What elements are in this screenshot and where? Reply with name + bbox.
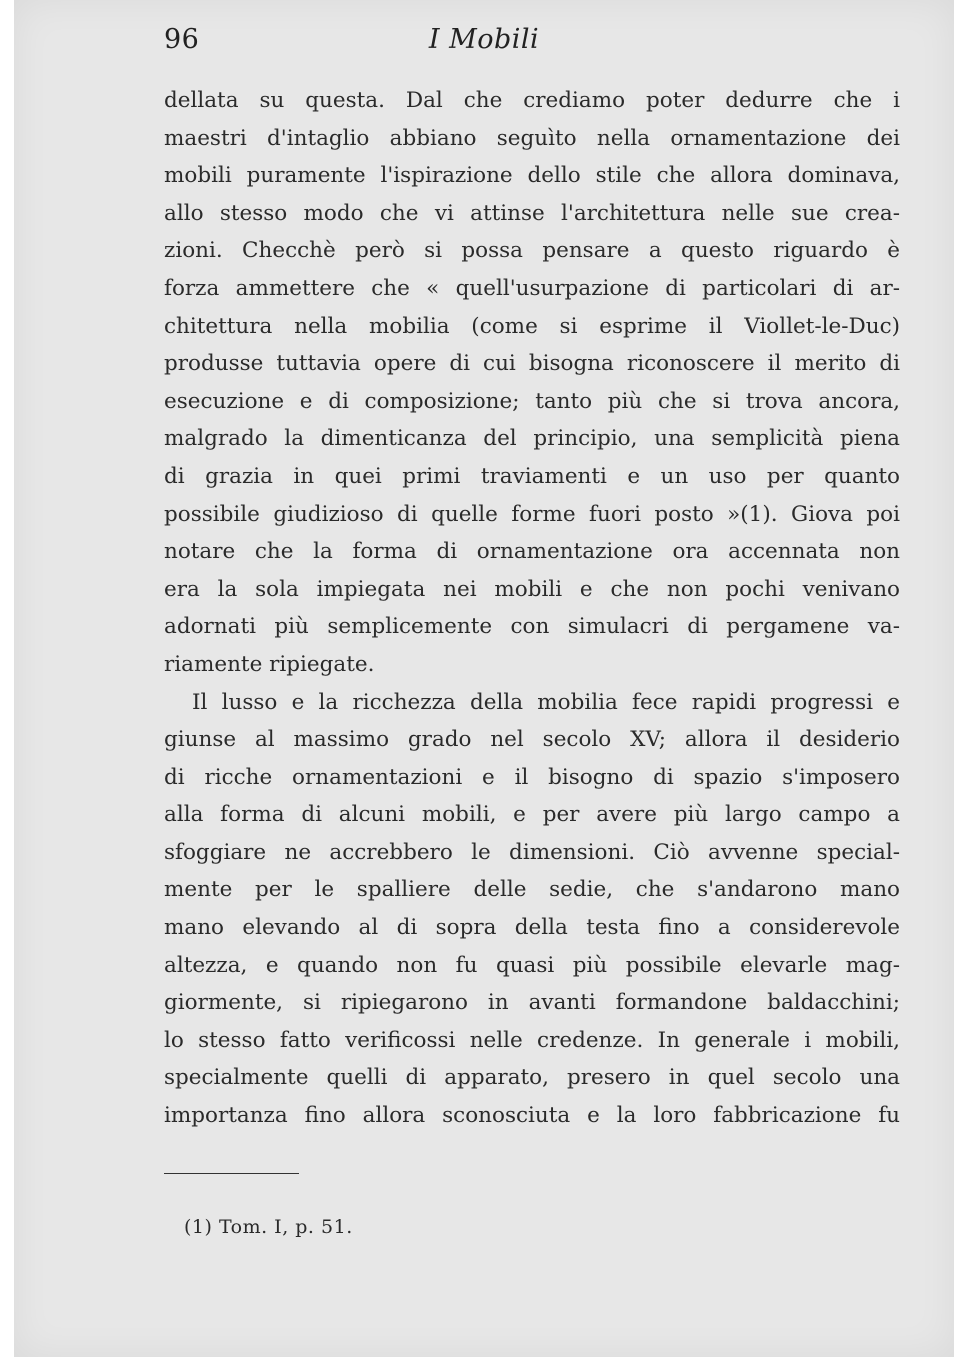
text-line: di grazia in quei primi traviamenti e un uso per quanto — [164, 463, 900, 489]
text-line: Il lusso e la ricchezza della mobilia fece rapidi progressi e — [192, 689, 900, 715]
text-line: riamente ripiegate. — [164, 651, 375, 677]
text-line: allo stesso modo che vi attinse l'architettura nelle sue crea- — [164, 200, 900, 226]
text-line: altezza, e quando non fu quasi più possibile elevarle mag- — [164, 952, 900, 978]
body-text — [164, 82, 900, 1135]
running-title: I Mobili — [428, 24, 540, 55]
text-line: dellata su questa. Dal che crediamo poter dedurre che i — [164, 88, 900, 113]
text-line: sfoggiare ne accrebbero le dimensioni. Ciò avvenne special- — [164, 839, 900, 865]
text-line: malgrado la dimenticanza del principio, una semplicità piena — [164, 426, 900, 452]
text-line: possibile giudizioso di quelle forme fuori posto »(1). Giova poi — [164, 501, 900, 527]
text-line: mano elevando al di sopra della testa fino a considerevole — [164, 915, 900, 941]
text-line: di ricche ornamentazioni e il bisogno di spazio s'imposero — [164, 764, 900, 790]
text-line: mente per le spalliere delle sedie, che s'andarono mano — [164, 877, 900, 903]
footnote: (1) Tom. I, p. 51. — [184, 1216, 353, 1238]
text-line: mobili puramente l'ispirazione dello stile che allora dominava, — [164, 163, 900, 189]
text-line: era la sola impiegata nei mobili e che non pochi venivano — [164, 576, 900, 602]
text-line: esecuzione e di composizione; tanto più che si trova ancora, — [164, 388, 900, 414]
footnote-divider — [164, 1173, 299, 1174]
text-line: lo stesso fatto verificossi nelle credenze. In generale i mobili, — [164, 1027, 900, 1053]
text-line: giunse al massimo grado nel secolo XV; allora il desiderio — [164, 727, 900, 753]
text-line: giormente, si ripiegarono in avanti formandone baldacchini; — [164, 990, 900, 1016]
text-line: chitettura nella mobilia (come si esprime il Viollet-le-Duc) — [164, 313, 900, 339]
text-line: produsse tuttavia opere di cui bisogna riconoscere il merito di — [164, 351, 900, 377]
text-line: importanza fino allora sconosciuta e la loro fabbricazione fu — [164, 1103, 900, 1129]
text-line: adornati più semplicemente con simulacri di pergamene va- — [164, 614, 900, 640]
text-line: alla forma di alcuni mobili, e per avere più largo campo a — [164, 802, 900, 828]
text-line: notare che la forma di ornamentazione ora accennata non — [164, 539, 900, 565]
text-line: forza ammettere che « quell'usurpazione di particolari di ar- — [164, 275, 900, 301]
text-line: zioni. Checchè però si possa pensare a questo riguardo è — [164, 238, 900, 264]
book-page — [14, 0, 954, 1357]
text-line: maestri d'intaglio abbiano seguìto nella ornamentazione dei — [164, 125, 900, 151]
text-line: specialmente quelli di apparato, presero in quel secolo una — [164, 1065, 900, 1091]
page-number: 96 — [164, 24, 200, 55]
